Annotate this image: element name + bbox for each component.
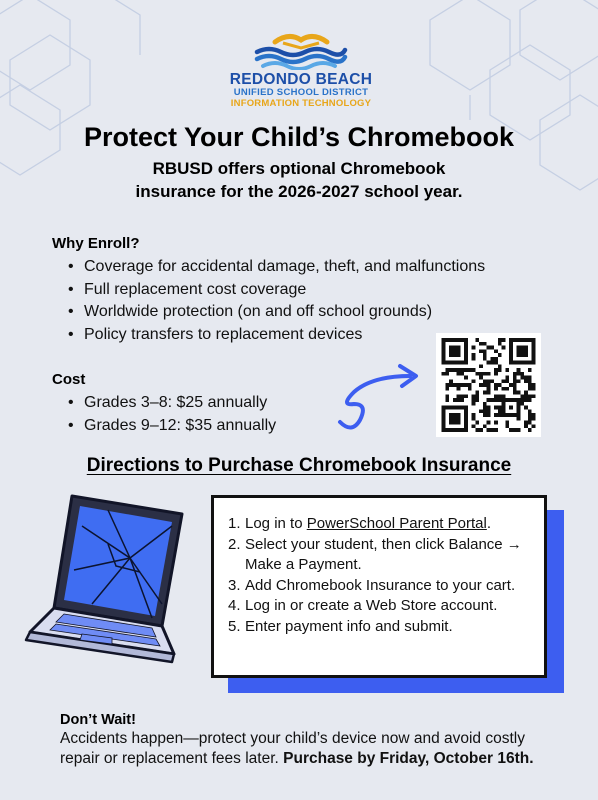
closing-body: Accidents happen—protect your child’s device now and avoid costly repair or replacement fees later.	[60, 730, 525, 767]
step-number: 3.	[228, 576, 241, 594]
curly-arrow-icon	[330, 362, 430, 440]
logo-line-3: INFORMATION TECHNOLOGY	[230, 98, 372, 109]
cost-heading: Cost	[52, 371, 86, 388]
step-3	[228, 576, 534, 597]
steps-list	[228, 514, 534, 637]
step-1-text-pre: Log in to	[245, 515, 307, 532]
district-logo	[226, 30, 376, 109]
subtitle-line-1: RBUSD offers optional Chromebook	[152, 159, 446, 178]
page-subtitle	[0, 157, 598, 203]
step-2-text: Select your student, then click Balance → Make a Payment.	[245, 535, 522, 573]
cost-list	[68, 392, 276, 437]
closing-paragraph	[60, 729, 560, 769]
steps-box	[211, 495, 547, 678]
step-number: 2.	[228, 535, 241, 553]
deadline-text: Purchase by Friday, October 16th.	[283, 750, 534, 767]
step-4	[228, 596, 534, 617]
step-5	[228, 617, 534, 638]
list-item: • Policy transfers to replacement devices	[68, 324, 485, 347]
qr-code-icon	[441, 338, 536, 432]
directions-heading	[0, 455, 598, 477]
why-enroll-heading: Why Enroll?	[52, 235, 140, 252]
logo-line-1: REDONDO BEACH	[229, 71, 373, 88]
why-enroll-list	[68, 256, 485, 346]
logo-line-2: UNIFIED SCHOOL DISTRICT	[233, 87, 369, 98]
directions-heading-text: Directions to Purchase Chromebook Insurance	[86, 455, 512, 476]
list-item: • Coverage for accidental damage, theft, and malfunctions	[68, 256, 485, 279]
qr-code[interactable]	[436, 333, 541, 437]
step-number: 1.	[228, 515, 241, 532]
page-title: Protect Your Child’s Chromebook	[83, 122, 515, 152]
step-2	[228, 535, 534, 576]
step-5-text: Enter payment info and submit.	[245, 617, 453, 635]
step-3-text: Add Chromebook Insurance to your cart.	[245, 576, 516, 594]
dont-wait-heading: Don’t Wait!	[60, 712, 136, 728]
subtitle-line-2: insurance for the 2026-2027 school year.	[135, 182, 463, 201]
step-1	[228, 514, 534, 535]
list-item: • Full replacement cost coverage	[68, 279, 485, 302]
step-1-text-post: .	[486, 515, 491, 532]
powerschool-portal-link[interactable]: PowerSchool Parent Portal	[306, 515, 487, 532]
open-book-waves-icon	[253, 30, 349, 70]
step-number: 5.	[228, 617, 241, 635]
list-item: • Grades 3–8: $25 annually	[68, 392, 276, 415]
list-item: • Worldwide protection (on and off school grounds)	[68, 301, 485, 324]
list-item: • Grades 9–12: $35 annually	[68, 415, 276, 438]
step-4-text: Log in or create a Web Store account.	[245, 597, 498, 614]
cracked-laptop-icon	[12, 486, 212, 691]
step-number: 4.	[228, 597, 241, 614]
